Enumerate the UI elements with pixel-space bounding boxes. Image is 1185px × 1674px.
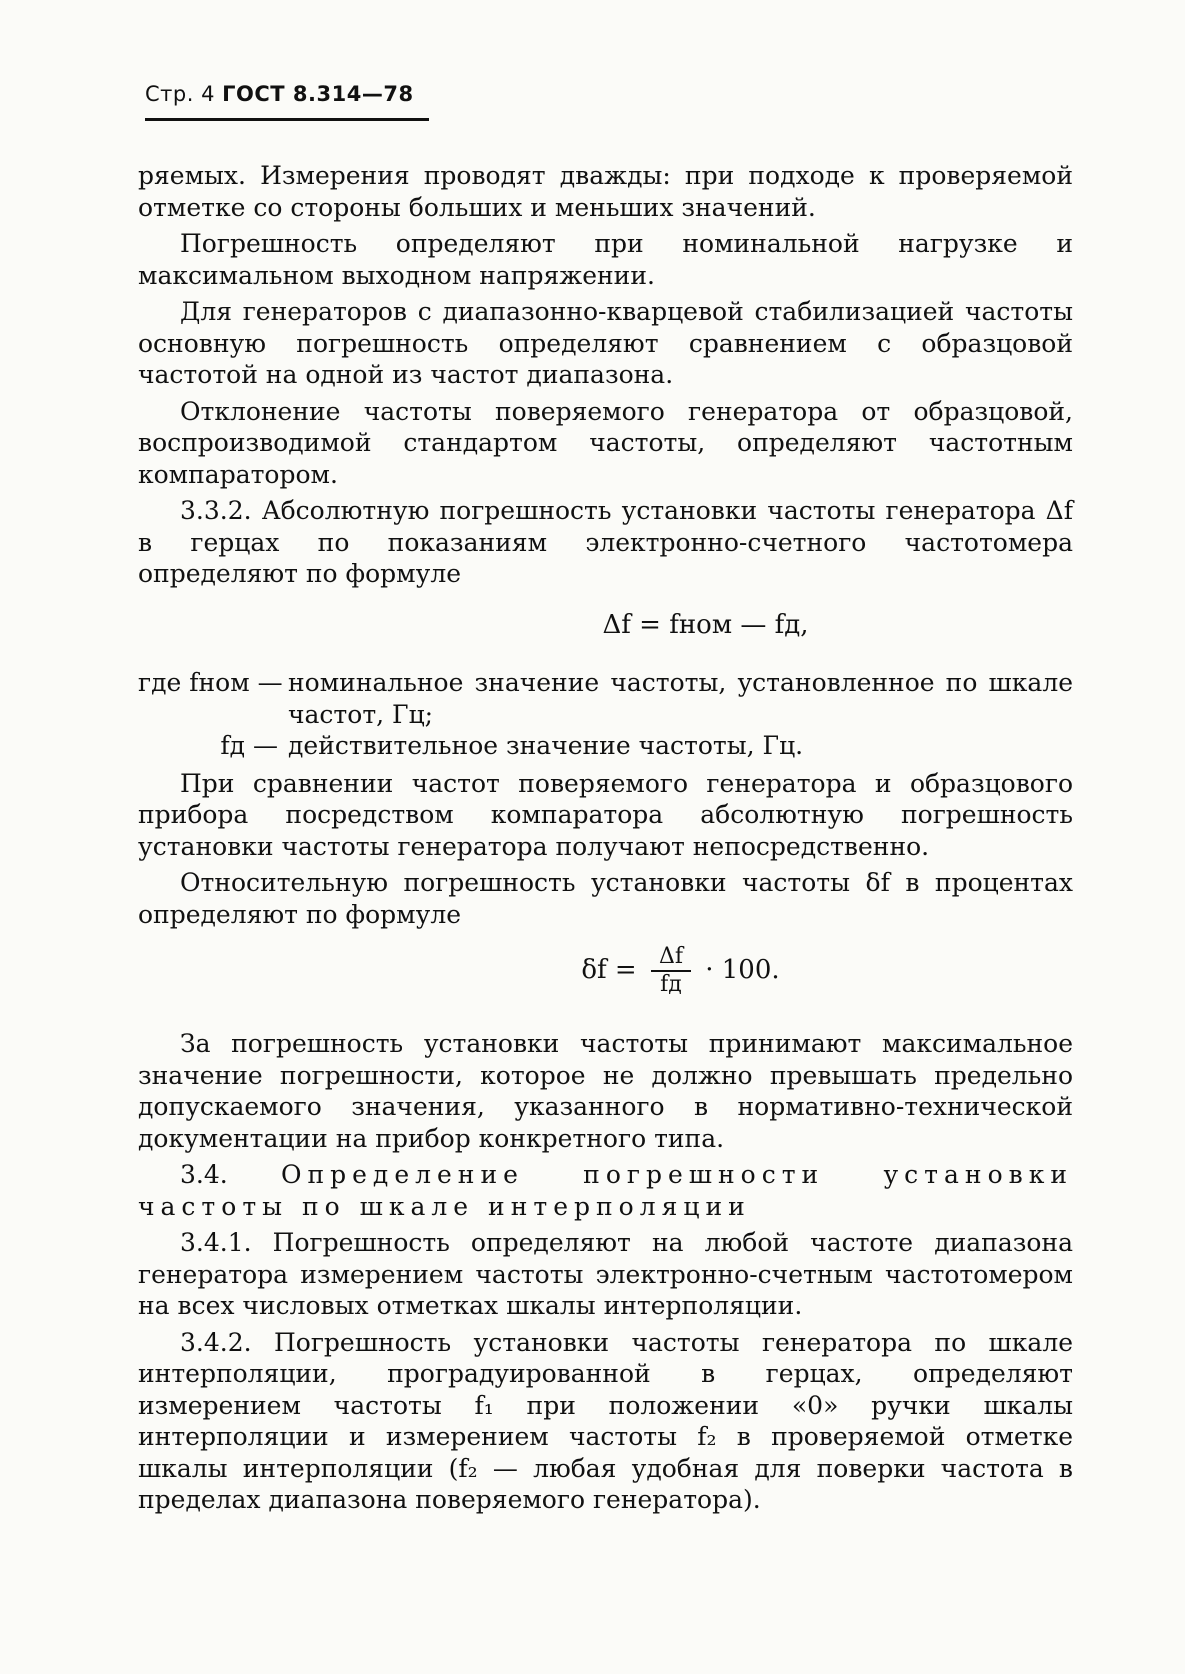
formula-legend bbox=[138, 667, 1073, 762]
formula-text: Δf = fном — fд, bbox=[602, 609, 809, 640]
legend-definition: действительное значение частоты, Гц. bbox=[288, 731, 804, 760]
formula-relative-error bbox=[138, 944, 1073, 998]
paragraph: За погрешность установки частоты принимают максимальное значение погрешности, которое не должно превышать предельно допускаемого значения, указанного в нормативно-технической документации на прибор конкретного типа. bbox=[138, 1029, 1073, 1153]
section-heading bbox=[138, 1159, 1073, 1222]
paragraph: Относительную погрешность установки частоты δf в процентах определяют по формуле bbox=[138, 868, 1073, 929]
paragraph: Погрешность определяют при номинальной нагрузке и максимальном выходном напряжении. bbox=[138, 229, 1073, 290]
section-title: Определение погрешности установки частоты по шкале интерполяции bbox=[138, 1160, 1073, 1221]
legend-definition: номинальное значение частоты, установленное по шкале частот, Гц; bbox=[288, 668, 1073, 729]
fraction-numerator: Δf bbox=[651, 944, 691, 972]
page-number-label: Стр. 4 bbox=[145, 82, 215, 106]
section-number: 3.4. bbox=[180, 1160, 228, 1189]
page-header bbox=[145, 82, 429, 121]
legend-term: где fном — bbox=[138, 668, 283, 697]
formula-absolute-error bbox=[138, 610, 1073, 642]
document-body bbox=[138, 160, 1073, 1521]
paragraph: При сравнении частот поверяемого генератора и образцового прибора посредством компаратора абсолютную погрешность установки частоты генератора получают непосредственно. bbox=[138, 768, 1073, 861]
paragraph: ряемых. Измерения проводят дважды: при подходе к проверяемой отметке со стороны больших и меньших значений. bbox=[138, 161, 1073, 222]
standard-number: ГОСТ 8.314—78 bbox=[222, 82, 414, 106]
fraction-denominator: fд bbox=[660, 972, 682, 997]
paragraph: 3.3.2. Абсолютную погрешность установки частоты генератора Δf в герцах по показаниям электронно-счетного частотомера определяют по формуле bbox=[138, 496, 1073, 588]
formula-lhs: δf = bbox=[581, 955, 637, 985]
paragraph: 3.4.1. Погрешность определяют на любой частоте диапазона генератора измерением частоты электронно-счетным частотомером на всех числовых отметках шкалы интерполяции. bbox=[138, 1228, 1073, 1320]
legend-term: fд — bbox=[220, 731, 278, 760]
formula-rhs: · 100. bbox=[705, 955, 780, 985]
paragraph: Отклонение частоты поверяемого генератора от образцовой, воспроизводимой стандартом частоты, определяют частотным компаратором. bbox=[138, 396, 1073, 489]
formula-fraction bbox=[651, 944, 691, 998]
paragraph: Для генераторов с диапазонно-кварцевой стабилизацией частоты основную погрешность определяют сравнением с образцовой частотой на одной из частот диапазона. bbox=[138, 297, 1073, 389]
paragraph: 3.4.2. Погрешность установки частоты генератора по шкале интерполяции, проградуированной в герцах, определяют измерением частоты f₁ при положении «0» ручки шкалы интерполяции и измерением частоты f₂ в проверяемой отметке шкалы интерполяции (f₂ — любая удобная для поверки частота в пределах диапазона поверяемого генератора). bbox=[138, 1327, 1073, 1514]
